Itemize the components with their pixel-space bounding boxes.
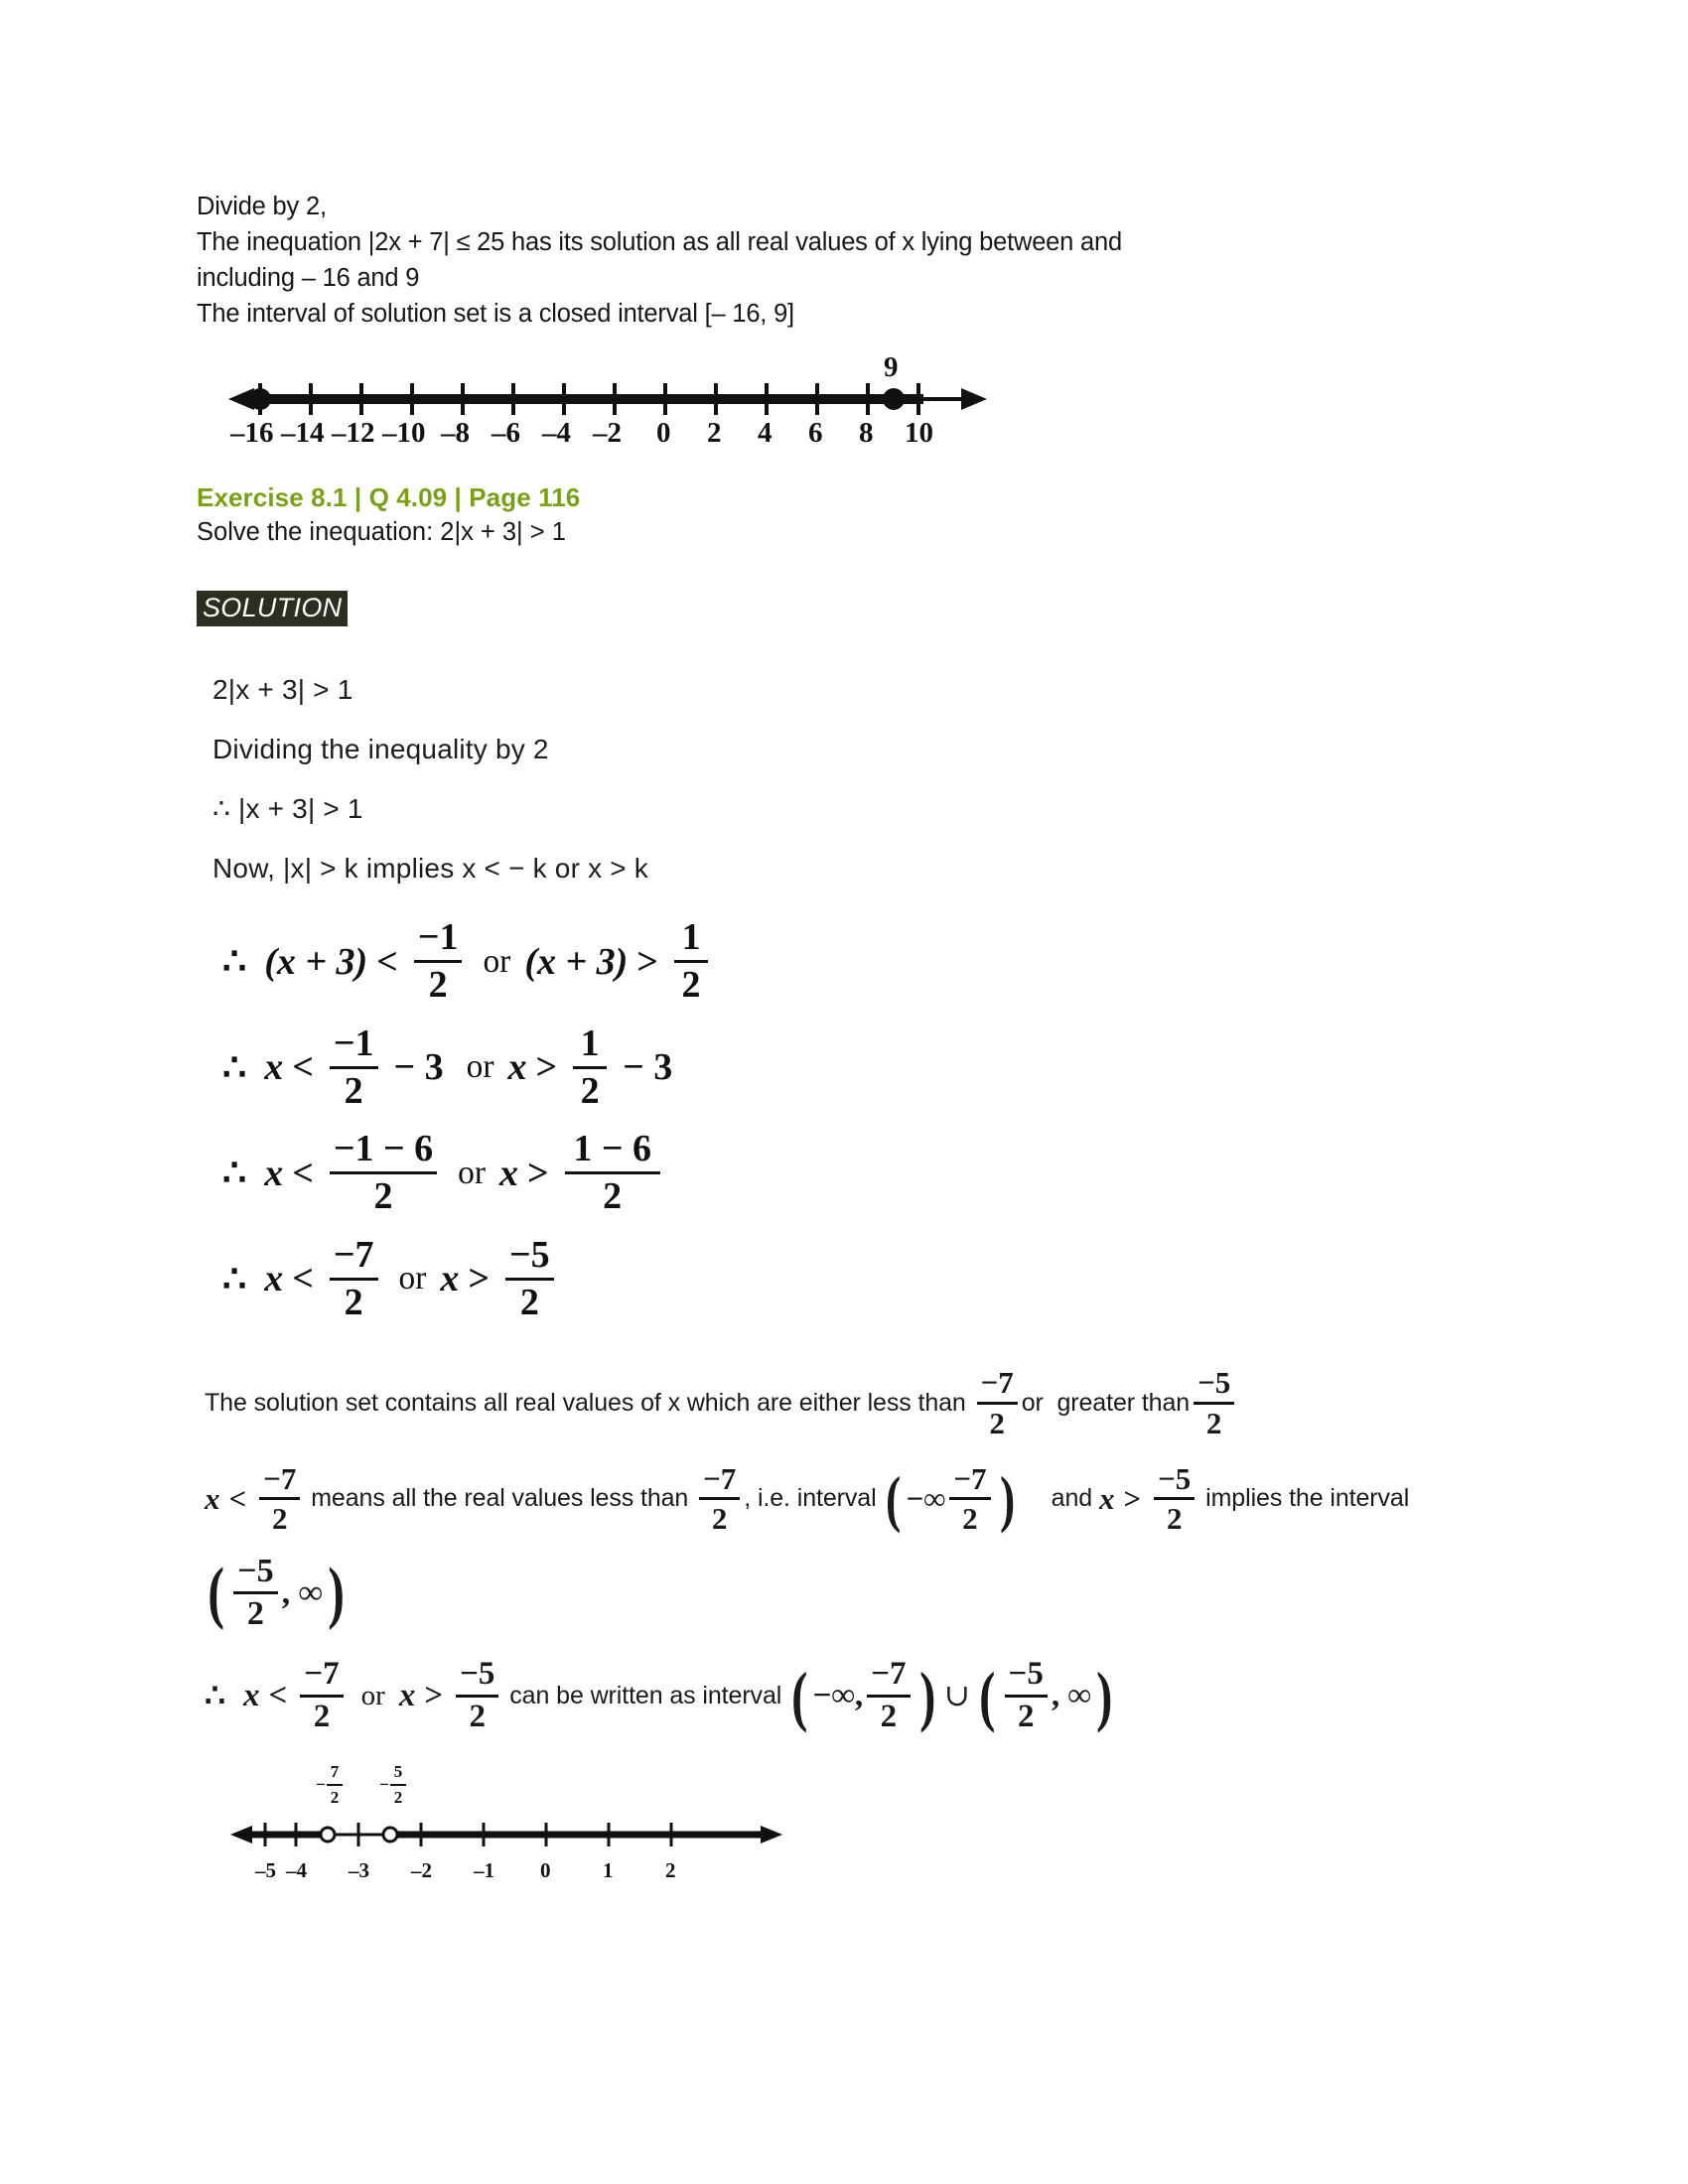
infinity-part: , ∞ (281, 1573, 323, 1611)
interval-inner (811, 1658, 916, 1733)
fraction-bar (977, 1402, 1018, 1405)
conclusion-text-a: The solution set contains all real values of x which are either less than (205, 1388, 973, 1417)
number-line-diagram-2 (228, 1762, 784, 1886)
fraction-bar (330, 1171, 437, 1174)
numerator: −7 (980, 1365, 1014, 1401)
fraction-bar (674, 960, 708, 963)
eq4-left-relation: < (292, 1258, 314, 1300)
numerator: −1 (333, 1022, 374, 1064)
eq2-var: x (264, 1046, 284, 1089)
right-paren: ) (328, 1555, 345, 1632)
interval-inner (999, 1658, 1093, 1733)
tick-label: 2 (707, 417, 722, 449)
conclusion-paragraph-1 (205, 1367, 1487, 1438)
denominator: 2 (989, 1405, 1005, 1440)
eq2-right-fraction (573, 1024, 607, 1111)
eq3-right-fraction (565, 1130, 660, 1216)
p2-text-b: , i.e. interval (744, 1484, 884, 1513)
tick-label: 0 (656, 417, 671, 449)
denominator: 2 (603, 1175, 623, 1218)
therefore-symbol: ∴ (222, 1258, 247, 1300)
solution-step-4: Now, |x| > k implies x < − k or x > k (212, 853, 648, 885)
fraction-bar (949, 1497, 990, 1500)
tick-label: –8 (441, 417, 470, 449)
tick-label: 1 (603, 1858, 614, 1883)
therefore-symbol: ∴ (222, 1153, 247, 1195)
numerator: 7 (330, 1762, 340, 1782)
solution-step-1: 2|x + 3| > 1 (212, 674, 353, 706)
denominator: 2 (344, 1281, 363, 1323)
left-paren: ( (979, 1658, 996, 1733)
p2-relation-2: > (1123, 1480, 1142, 1516)
eq4-connector: or (398, 1260, 427, 1297)
interval-inner (905, 1460, 997, 1537)
numline2-label-left (316, 1763, 344, 1806)
solution-badge: SOLUTION (197, 591, 348, 626)
fraction-bar (259, 1497, 300, 1500)
eq2-left-tail: − 3 (393, 1046, 444, 1089)
denominator: 2 (962, 1501, 978, 1537)
fraction-bar (330, 1278, 378, 1281)
tick-label: –16 (230, 417, 274, 449)
p2-text-a: means all the real values less than (304, 1484, 696, 1513)
eq2-right-tail: − 3 (623, 1046, 673, 1089)
fraction-bar (330, 1066, 378, 1069)
numerator: −5 (1197, 1365, 1231, 1401)
fraction-bar (1194, 1402, 1234, 1405)
conclusion-fraction-1 (973, 1367, 1022, 1438)
fraction (1194, 1367, 1234, 1438)
p4-interval-1 (788, 1658, 938, 1733)
eq1-right-expr: (x + 3) (524, 940, 629, 983)
fraction (390, 1763, 407, 1806)
p4-var-2: x (398, 1677, 416, 1713)
fraction-bar (233, 1591, 277, 1594)
fraction-bar (565, 1171, 660, 1174)
numerator: −5 (1008, 1656, 1044, 1693)
therefore-symbol: ∴ (205, 1679, 225, 1715)
numerator: −5 (509, 1233, 550, 1276)
denominator: 2 (272, 1501, 288, 1537)
fraction (259, 1460, 300, 1537)
denominator: 2 (1166, 1501, 1183, 1537)
minus-sign: − (379, 1774, 389, 1794)
neg-infinity: −∞ (906, 1480, 946, 1516)
number-line-diagram-1 (214, 351, 999, 453)
solution-step-3: ∴ |x + 3| > 1 (212, 793, 363, 825)
minus-sign: − (316, 1774, 326, 1794)
fraction-bar (1005, 1695, 1048, 1698)
fraction-bar (327, 1784, 344, 1786)
fraction-bar (699, 1497, 740, 1500)
tick-label: 4 (758, 417, 773, 449)
numerator: 1 (580, 1022, 600, 1064)
numerator: 1 − 6 (573, 1128, 651, 1170)
denominator: 2 (469, 1698, 487, 1734)
fraction (233, 1552, 277, 1633)
tick-label: –2 (411, 1858, 432, 1883)
fraction (699, 1460, 740, 1537)
fraction-bar (414, 960, 463, 963)
open-dot-left (321, 1828, 335, 1842)
neg-infinity: −∞, (812, 1677, 864, 1713)
intro-line-1: Divide by 2, (197, 193, 327, 220)
therefore-symbol: ∴ (222, 941, 247, 984)
tick-label: 10 (905, 417, 933, 449)
p4-relation: < (268, 1677, 288, 1713)
p4-lead-math (205, 1658, 502, 1733)
fraction (1005, 1658, 1048, 1733)
eq4-right-relation: > (468, 1258, 490, 1300)
equation-4 (222, 1233, 1487, 1323)
tick-label: –3 (349, 1858, 369, 1883)
eq3-right-relation: > (527, 1152, 549, 1194)
interval-inner (227, 1552, 325, 1633)
fraction-bar (300, 1695, 343, 1698)
eq1-left-fraction (414, 918, 463, 1005)
fraction-bar (1154, 1497, 1195, 1500)
intro-line-3: including – 16 and 9 (197, 264, 420, 292)
eq2-var-2: x (507, 1046, 527, 1089)
intro-line-2: The inequation |2x + 7| ≤ 25 has its solution as all real values of x lying between and (197, 228, 1122, 256)
p3-interval (205, 1552, 348, 1633)
fraction-bar (390, 1784, 407, 1786)
tick-label: –4 (286, 1858, 307, 1883)
fraction (867, 1658, 910, 1733)
eq4-var-2: x (440, 1258, 460, 1300)
p2-lead-math (205, 1460, 304, 1537)
eq2-connector: or (466, 1048, 494, 1086)
eq3-left-relation: < (292, 1152, 314, 1194)
p4-connector: or (360, 1679, 385, 1711)
eq1-right-relation: > (636, 940, 658, 983)
fraction (977, 1367, 1018, 1438)
eq3-left-fraction (330, 1130, 437, 1216)
solution-body (212, 660, 1487, 1321)
exercise-heading[interactable]: Exercise 8.1 | Q 4.09 | Page 116 (197, 482, 581, 512)
equation-3 (222, 1130, 1487, 1216)
p2-text-c: and (1051, 1484, 1099, 1513)
numerator: −7 (703, 1460, 737, 1496)
denominator: 2 (519, 1281, 539, 1323)
eq1-right-fraction (674, 918, 708, 1005)
tick-label: –4 (542, 417, 571, 449)
eq4-var: x (264, 1258, 284, 1300)
tick-label: –6 (492, 417, 520, 449)
p4-interval-2 (976, 1658, 1115, 1733)
right-paren: ) (999, 1462, 1015, 1534)
eq3-var-2: x (499, 1152, 518, 1194)
eq1-left-expr: (x + 3) (264, 940, 368, 983)
numerator: −5 (460, 1656, 495, 1693)
p2-var-2: x (1098, 1480, 1115, 1516)
numerator: 1 (681, 916, 701, 959)
p4-var: x (243, 1677, 260, 1713)
eq3-connector: or (458, 1154, 486, 1191)
p2-text-d: implies the interval (1198, 1484, 1410, 1513)
eq1-connector: or (483, 942, 511, 980)
denominator: 2 (373, 1175, 393, 1218)
tick-label: –10 (382, 417, 426, 449)
denominator: 2 (330, 1787, 340, 1807)
conclusion-paragraph-4 (205, 1658, 1487, 1733)
tick-label: 6 (808, 417, 823, 449)
tick-label: 2 (665, 1858, 676, 1883)
tick-label: 8 (859, 417, 874, 449)
fraction-bar (573, 1066, 607, 1069)
left-paren: ( (208, 1555, 224, 1632)
numerator: −5 (1158, 1460, 1192, 1496)
open-dot-right (383, 1828, 397, 1842)
tick-label: –5 (255, 1858, 276, 1883)
conclusion-text-b: or greater than (1021, 1388, 1191, 1417)
left-paren: ( (886, 1462, 902, 1534)
eq4-right-fraction (505, 1233, 554, 1323)
infinity-part: , ∞ (1051, 1677, 1091, 1713)
eq2-left-fraction (330, 1024, 378, 1111)
numerator: −7 (953, 1460, 987, 1496)
eq2-left-relation: < (292, 1046, 314, 1089)
p2-tail-math (1098, 1460, 1198, 1537)
fraction (300, 1658, 343, 1733)
number-line-1-tick-labels (214, 417, 999, 453)
eq4-left-fraction (330, 1233, 378, 1323)
p4-text: can be written as interval (502, 1681, 789, 1709)
closed-dot-right (883, 388, 905, 410)
denominator: 2 (681, 964, 701, 1007)
fraction-bar (867, 1695, 910, 1698)
right-paren: ) (1096, 1658, 1113, 1733)
intro-paragraph (197, 189, 1487, 332)
numerator: −7 (263, 1460, 297, 1496)
numerator: −7 (333, 1233, 374, 1276)
eq3-var: x (264, 1152, 284, 1194)
fraction (1154, 1460, 1195, 1537)
endpoint-label-9: 9 (884, 351, 899, 383)
left-paren: ( (791, 1658, 808, 1733)
fraction (949, 1460, 990, 1537)
tick-label: –12 (332, 417, 375, 449)
p4-relation-2: > (424, 1677, 444, 1713)
numline2-label-right (379, 1763, 407, 1806)
fraction-bar (505, 1278, 554, 1281)
fraction-bar (456, 1695, 498, 1698)
p2-interval-1 (883, 1460, 1017, 1537)
question-text: Solve the inequation: 2|x + 3| > 1 (197, 518, 566, 546)
equation-2 (222, 1024, 1487, 1111)
conclusion-paragraph-2 (205, 1460, 1487, 1537)
numerator: −1 − 6 (333, 1128, 434, 1170)
numerator: −7 (871, 1656, 907, 1693)
number-line-2-tick-labels (228, 1858, 784, 1888)
fraction (456, 1658, 498, 1733)
denominator: 2 (428, 964, 448, 1007)
equation-1 (222, 918, 1487, 1005)
denominator: 2 (711, 1501, 728, 1537)
closed-dot-left (249, 388, 271, 410)
eq1-left-relation: < (376, 940, 398, 983)
tick-label: –1 (474, 1858, 494, 1883)
denominator: 2 (580, 1069, 600, 1112)
denominator: 2 (880, 1698, 898, 1734)
fraction (327, 1763, 344, 1806)
denominator: 2 (393, 1787, 403, 1807)
tick-label: –14 (281, 417, 325, 449)
document-content (197, 189, 1487, 1886)
right-paren: ) (918, 1658, 935, 1733)
conclusion-paragraph-3 (205, 1552, 1487, 1633)
eq2-right-relation: > (535, 1046, 558, 1089)
denominator: 2 (344, 1069, 363, 1112)
conclusion-fraction-2 (1190, 1367, 1238, 1438)
p2-var: x (205, 1480, 220, 1516)
therefore-symbol: ∴ (222, 1046, 247, 1089)
denominator: 2 (313, 1698, 331, 1734)
tick-label: –2 (593, 417, 622, 449)
denominator: 2 (246, 1595, 264, 1633)
numerator: −7 (304, 1656, 340, 1693)
tick-label: 0 (540, 1858, 551, 1883)
p2-fraction-2 (695, 1460, 744, 1537)
intro-line-4: The interval of solution set is a closed interval [– 16, 9] (197, 300, 794, 328)
p2-relation: < (228, 1480, 247, 1516)
numerator: −5 (237, 1552, 274, 1589)
denominator: 2 (1017, 1698, 1035, 1734)
union-symbol: ∪ (944, 1678, 971, 1713)
solution-step-2: Dividing the inequality by 2 (212, 734, 549, 765)
denominator: 2 (1205, 1405, 1222, 1440)
numerator: 5 (393, 1762, 403, 1782)
numerator: −1 (417, 916, 459, 959)
